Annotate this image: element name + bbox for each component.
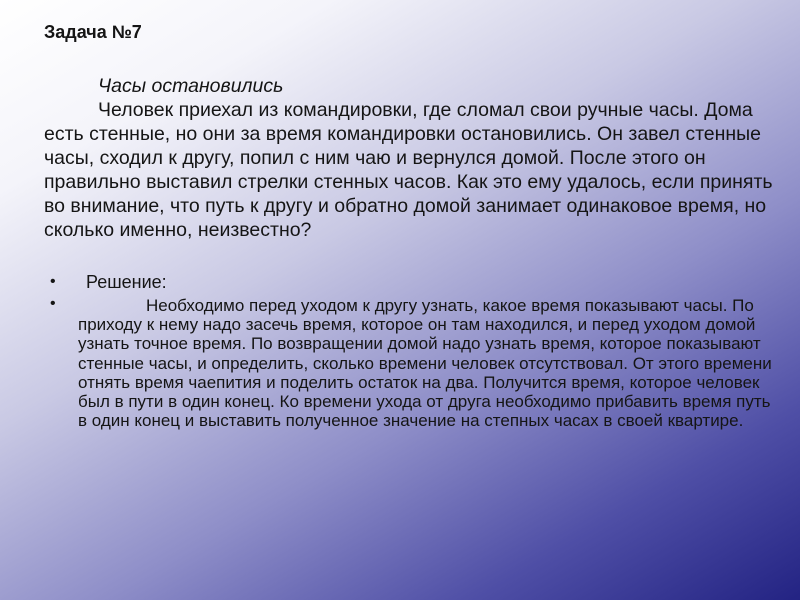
problem-text: Человек приехал из командировки, где сломал свои ручные часы. Дома есть стенные, но они за время командировки остановились. Он завел стенные часы, сходил к другу, попил с ним чаю и вернулся домой. После этого он правильно выставил стрелки стенных часов. Как это ему удалось, если принять во внимание, что путь к другу и обратно домой занимает одинаковое время, но сколько именно, неизвестно? [44, 99, 773, 241]
solution-label: Решение: [86, 272, 167, 292]
solution-text: Необходимо перед уходом к другу узнать, какое время показывают часы. По приходу к нему надо засечь время, которое он там находился, и перед уходом домой узнать точное время. По возвращении домой надо узнать время, которое показывают стенные часы, и определить, сколько времени человек отсутствовал. От этого времени отнять время чаепития и поделить остаток на два. Получится время, которое человек был в пути в один конец. Ко времени ухода от друга необходимо прибавить время путь в один конец и выставить полученное значение на степных часах в своей квартире. [78, 296, 772, 431]
problem-block [44, 74, 784, 242]
bullet-point-1: • [50, 273, 56, 290]
slide-title: Задача №7 [44, 22, 142, 42]
bullet-point-2: • [50, 295, 56, 312]
problem-subtitle: Часы остановились [98, 75, 284, 97]
solution-block [78, 296, 778, 430]
